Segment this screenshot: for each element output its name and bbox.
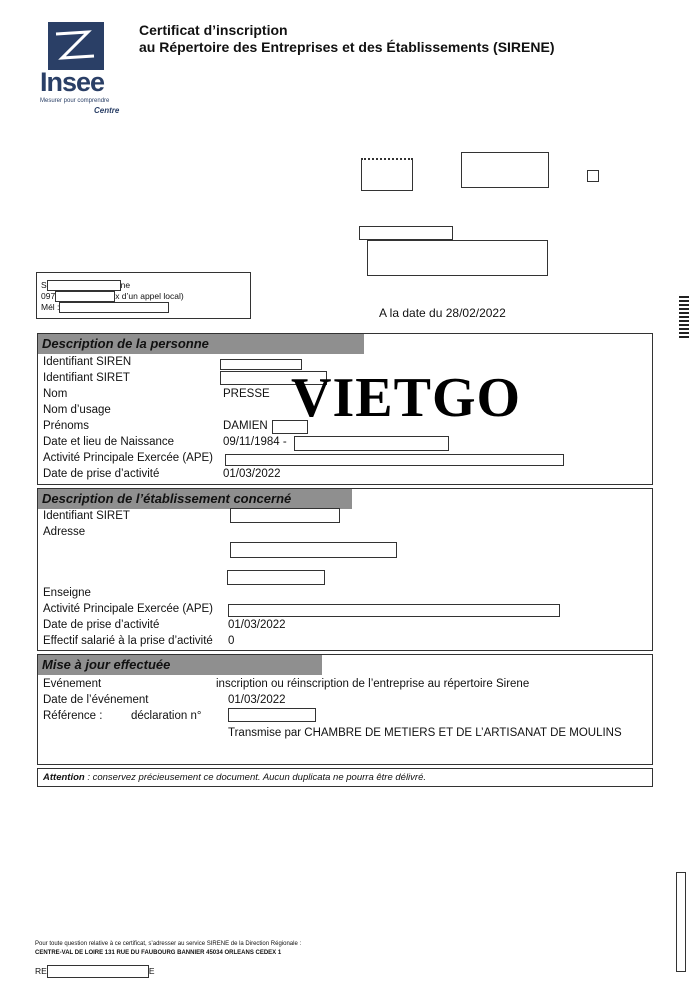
value-transmise: Transmise par CHAMBRE DE METIERS ET DE L’ARTISANAT DE MOULINS — [228, 727, 622, 739]
label-siret: Identifiant SIRET — [43, 372, 130, 384]
insee-logo — [40, 22, 120, 117]
redacted-address-block — [367, 240, 548, 276]
redacted-box — [461, 152, 549, 188]
label-adresse: Adresse — [43, 526, 86, 538]
label-nom: Nom — [43, 388, 68, 400]
update-section — [37, 654, 653, 765]
establishment-section-heading: Description de l’établissement concerné — [38, 489, 352, 509]
value-prenoms: DAMIEN — [223, 420, 268, 432]
title-line-1: Certificat d’inscription — [139, 22, 288, 38]
document-title — [139, 22, 554, 56]
contact-line-2: 097 x d’un appel local) — [41, 291, 184, 301]
label-prenoms: Prénoms — [43, 420, 90, 432]
label-evenement: Evénement — [43, 678, 102, 690]
value-naissance: 09/11/1984 - — [223, 436, 287, 448]
redacted-etab-ape — [228, 604, 560, 617]
label-naissance: Date et lieu de Naissance — [43, 436, 175, 448]
label-etab-ape: Activité Principale Exercée (APE) — [43, 603, 214, 615]
footer-reference: RE E — [35, 965, 154, 978]
person-section-heading: Description de la personne — [38, 334, 364, 354]
value-evenement: inscription ou réinscription de l’entreprise au répertoire Sirene — [216, 678, 530, 690]
label-etab-date-activite: Date de prise d’activité — [43, 619, 160, 631]
label-nom-usage: Nom d’usage — [43, 404, 111, 416]
contact-line-3: Mél : — [41, 302, 169, 313]
as-of-date: A la date du 28/02/2022 — [379, 306, 506, 320]
update-section-heading: Mise à jour effectuée — [38, 655, 322, 675]
label-etab-siret: Identifiant SIRET — [43, 510, 130, 522]
insee-region: Centre — [94, 106, 120, 115]
edge-scan-mark — [676, 872, 686, 972]
watermark: VIETGO — [291, 367, 522, 429]
value-nom: PRESSE — [223, 388, 270, 400]
insee-tagline: Mesurer pour comprendre — [40, 98, 110, 104]
redacted-lieu-naissance — [294, 436, 449, 451]
insee-brand: Insee — [40, 67, 105, 97]
label-reference: Référence : — [43, 710, 103, 722]
value-effectif: 0 — [228, 635, 235, 647]
footer-line-2: CENTRE-VAL DE LOIRE 131 RUE DU FAUBOURG BANNIER 45034 ORLEANS CEDEX 1 — [35, 950, 282, 956]
side-barcode-icon — [679, 296, 689, 338]
insee-logo-mark-icon — [48, 22, 104, 70]
label-effectif: Effectif salarié à la prise d’activité — [43, 635, 213, 647]
checkbox-square — [587, 170, 599, 182]
redacted-box — [359, 226, 453, 240]
contact-line-1: S ne — [41, 280, 131, 290]
redacted-adresse-1 — [230, 542, 397, 558]
attention-text — [43, 772, 426, 783]
value-date-activite: 01/03/2022 — [223, 468, 281, 480]
redacted-box — [361, 158, 413, 191]
attention-message: : conservez précieusement ce document. Aucun duplicata ne pourra être délivré. — [87, 772, 426, 783]
label-date-evenement: Date de l’événement — [43, 694, 149, 706]
redacted-ape — [225, 454, 564, 466]
label-ape: Activité Principale Exercée (APE) — [43, 452, 214, 464]
label-declaration: déclaration n° — [131, 710, 202, 722]
attention-box — [37, 768, 653, 787]
footer-line-1: Pour toute question relative à ce certificat, s’adresser au service SIRENE de la Direction Régionale : — [35, 941, 302, 947]
establishment-section — [37, 488, 653, 651]
title-line-2: au Répertoire des Entreprises et des Établissements (SIRENE) — [139, 39, 555, 55]
label-siren: Identifiant SIREN — [43, 356, 132, 368]
contact-box — [36, 272, 251, 319]
value-etab-date-activite: 01/03/2022 — [228, 619, 286, 631]
label-enseigne: Enseigne — [43, 587, 91, 599]
redacted-declaration — [228, 708, 316, 722]
redacted-siren — [220, 359, 302, 370]
label-date-activite: Date de prise d’activité — [43, 468, 160, 480]
attention-label: Attention — [43, 772, 85, 783]
value-date-evenement: 01/03/2022 — [228, 694, 286, 706]
redacted-etab-siret — [230, 508, 340, 523]
redacted-adresse-2 — [227, 570, 325, 585]
